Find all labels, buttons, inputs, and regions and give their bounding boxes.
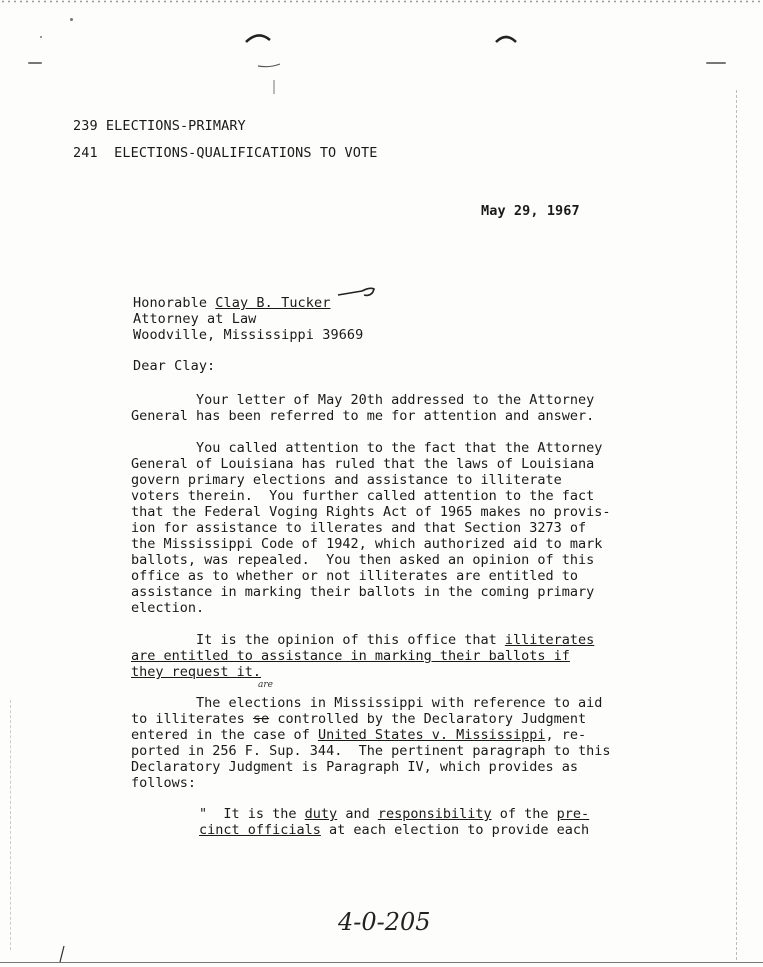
quote-underlined: cinct officials: [199, 822, 321, 838]
opinion-underlined: they request it.: [131, 664, 262, 680]
top-edge-dots: [0, 0, 763, 3]
address-line-1: [133, 295, 330, 311]
index-heading-primary: 239 ELECTIONS-PRIMARY: [73, 118, 246, 134]
recipient-name: Clay B. Tucker: [215, 295, 331, 311]
opinion-text: It is the opinion of this office that: [131, 632, 505, 648]
paragraph-2: You called attention to the fact that the Attorney General of Louisiana has ruled that the laws of Louisiana govern primary elections and assistance to illiterate voters therein. You further called attention to the fact that the Federal Voging Rights Act of 1965 makes no provis- ion for assistance to illerates and that Section 3273 of the Mississippi Code of 1942, which authorized aid to mark ballots, was repealed. You then asked an opinion of this office as to whether or not illiterates are entitled to assistance in marking their ballots in the coming primary election.: [131, 440, 611, 616]
opinion-underlined: are entitled: [131, 648, 229, 664]
right-margin-line: [736, 90, 737, 960]
quote-text: of the: [491, 806, 557, 822]
bottom-edge-line: [0, 962, 763, 963]
handwritten-file-number: 4-0-205: [338, 908, 431, 936]
quote-underlined: duty: [304, 806, 338, 822]
corner-mark: [56, 944, 68, 964]
quote-text: and: [337, 806, 378, 822]
quoted-paragraph: [199, 806, 719, 838]
address-line-2: Attorney at Law: [133, 311, 257, 327]
paragraph-4-text: The elections in Mississippi with reference to aid to illiterates: [131, 695, 603, 727]
struck-word: se: [252, 711, 270, 727]
quote-underlined: responsibility: [377, 806, 492, 822]
paragraph-4-text: , re- ported in 256 F. Sup. 344. The pertinent paragraph to this Declaratory Judgment is Paragraph IV, which provides as follows:: [131, 727, 611, 791]
paragraph-4-text: controlled by the Declaratory Judgment entered in the case of: [131, 711, 587, 743]
scan-speck: [70, 18, 73, 21]
case-citation: United States v. Mississippi: [317, 727, 546, 743]
quote-text: at each election to provide each: [320, 822, 590, 838]
scan-speck: [28, 62, 42, 64]
index-heading-qualifications: 241 ELECTIONS-QUALIFICATIONS TO VOTE: [73, 145, 378, 161]
paragraph-4: [131, 695, 651, 791]
letter-date: May 29, 1967: [481, 203, 580, 219]
left-margin-line: [10, 700, 11, 950]
opinion-underlined: illiterates: [504, 632, 595, 648]
hole-punch-marks: [240, 28, 540, 98]
scan-speck: [706, 62, 726, 64]
scan-speck: [40, 36, 42, 38]
quote-underlined: pre-: [556, 806, 590, 822]
paragraph-1: Your letter of May 20th addressed to the Attorney General has been referred to me for attention and answer.: [131, 392, 595, 424]
quote-text: " It is the: [199, 806, 305, 822]
handwritten-check-mark: [336, 283, 380, 303]
opinion-underlined: to assistance in marking their ballots if: [228, 648, 570, 664]
paragraph-3: [131, 632, 651, 680]
handwritten-insert: are: [258, 680, 273, 690]
salutation: Dear Clay:: [133, 358, 216, 374]
honorific: Honorable: [133, 295, 216, 311]
address-line-3: Woodville, Mississippi 39669: [133, 327, 364, 343]
